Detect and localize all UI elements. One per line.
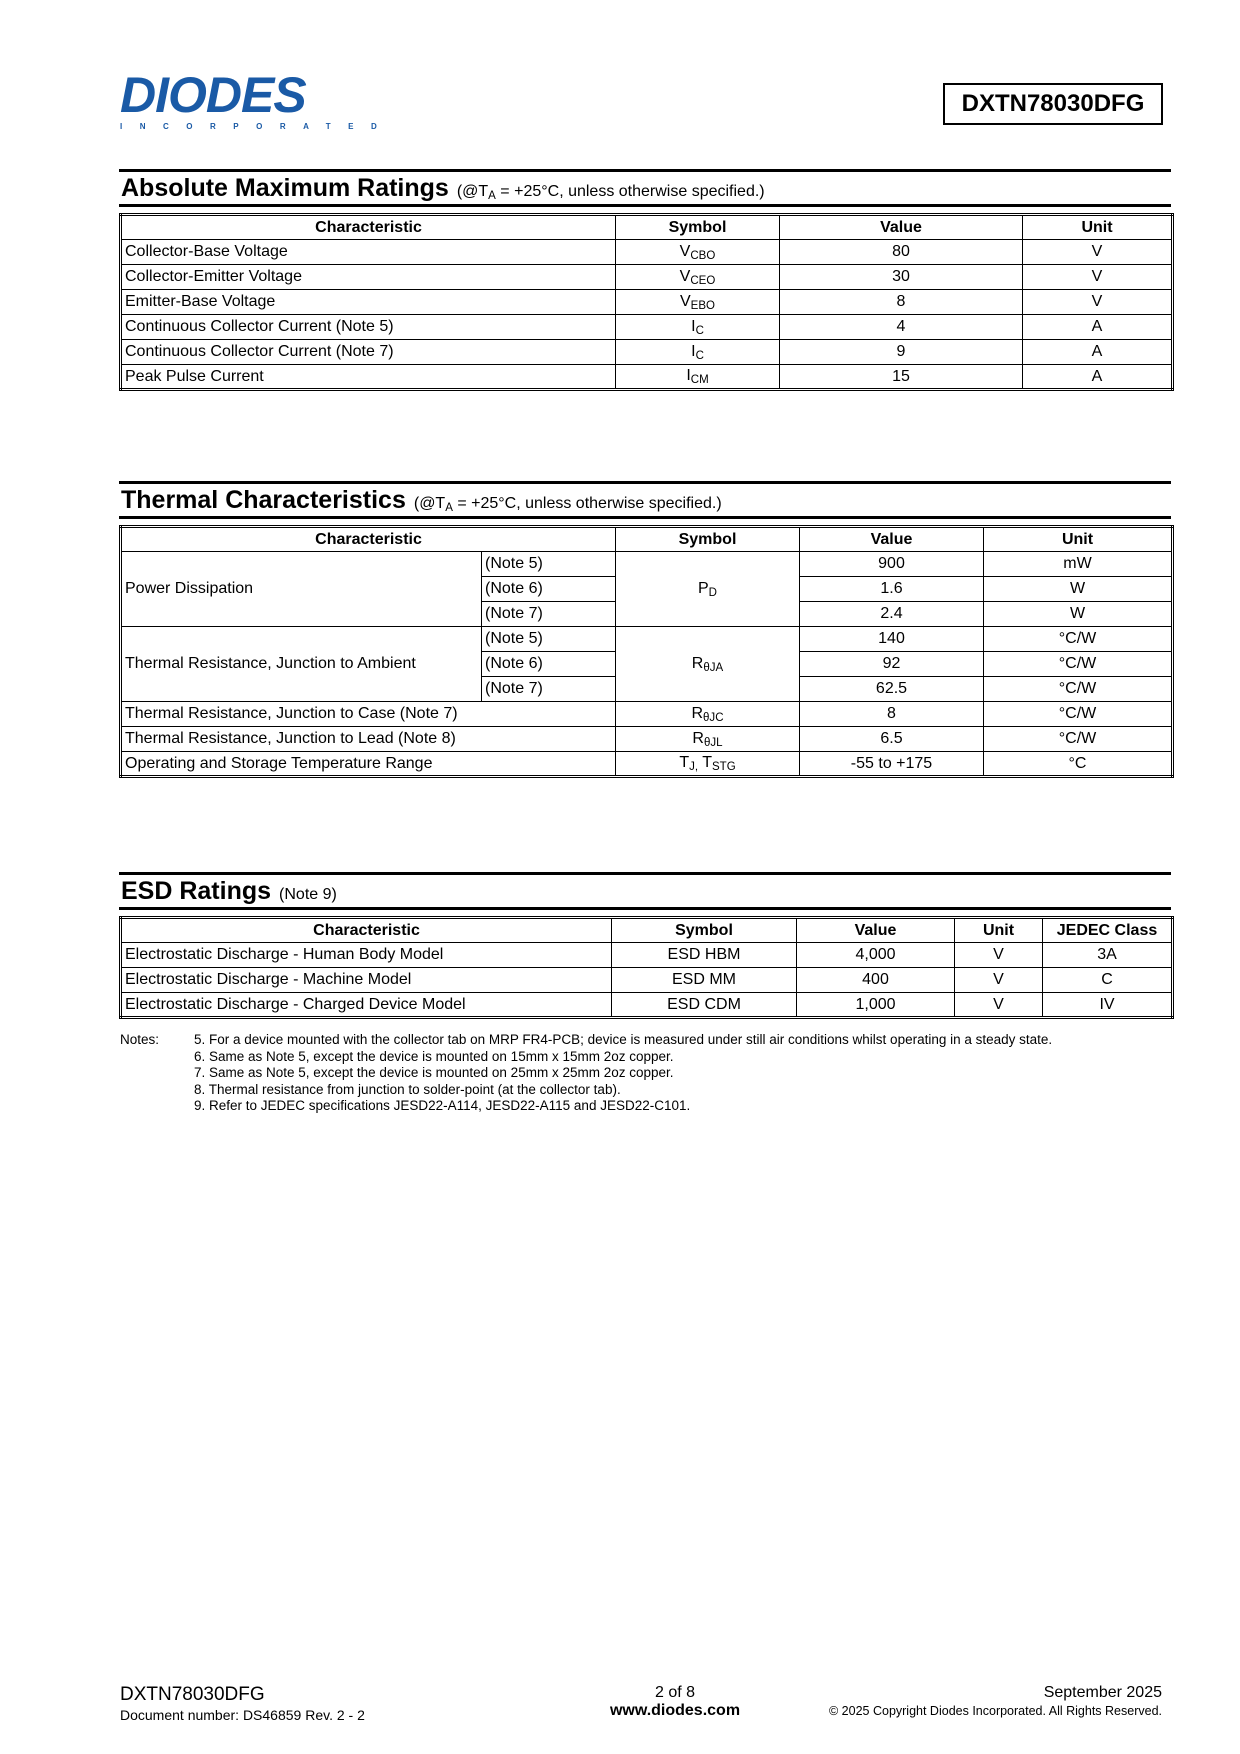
characteristic-cell: Electrostatic Discharge - Machine Model	[121, 968, 612, 993]
value-cell: 9	[780, 340, 1023, 365]
unit-cell: °C/W	[984, 627, 1173, 652]
part-number-box: DXTN78030DFG	[943, 83, 1163, 125]
col-header: Unit	[955, 918, 1043, 943]
characteristic-cell: Thermal Resistance, Junction to Case (Note 7)	[121, 702, 616, 727]
unit-cell: °C	[984, 752, 1173, 777]
footer-left	[120, 1684, 365, 1723]
page-number: 2 of 8	[654, 1684, 696, 1701]
table-row	[121, 993, 1173, 1018]
unit-cell: °C/W	[984, 677, 1173, 702]
note-cell: (Note 7)	[482, 677, 616, 702]
table-row	[121, 968, 1173, 993]
thermal-title: Thermal Characteristics	[121, 486, 406, 514]
col-header: Unit	[1023, 215, 1173, 240]
footer-copyright: © 2025 Copyright Diodes Incorporated. All Rights Reserved.	[829, 1704, 1162, 1718]
note-cell: (Note 6)	[482, 652, 616, 677]
thermal-table	[119, 525, 1174, 778]
characteristic-cell: Electrostatic Discharge - Human Body Model	[121, 943, 612, 968]
notes-label: Notes:	[120, 1032, 160, 1047]
value-cell: -55 to +175	[800, 752, 984, 777]
unit-cell: W	[984, 602, 1173, 627]
col-header: Symbol	[616, 527, 800, 552]
esd-table	[119, 916, 1174, 1019]
unit-cell: V	[1023, 290, 1173, 315]
value-cell: 30	[780, 265, 1023, 290]
symbol-cell: $I_C$	[616, 315, 780, 340]
table-row	[121, 943, 1173, 968]
characteristic-cell: Collector-Emitter Voltage	[121, 265, 616, 290]
table-row	[121, 627, 1173, 652]
characteristic-cell: Thermal Resistance, Junction to Lead (Note 8)	[121, 727, 616, 752]
value-cell: 15	[780, 365, 1023, 390]
symbol-cell: $R_{\theta JA}$	[616, 627, 800, 702]
col-header: Unit	[984, 527, 1173, 552]
value-cell: 140	[800, 627, 984, 652]
symbol-cell: ESD MM	[612, 968, 797, 993]
table-row	[121, 752, 1173, 777]
footer-date: September 2025	[1043, 1684, 1162, 1701]
value-cell: 4	[780, 315, 1023, 340]
note-item: 6. Same as Note 5, except the device is mounted on 15mm x 15mm 2oz copper.	[194, 1048, 674, 1064]
note-item: 5. For a device mounted with the collector tab on MRP FR4-PCB; device is measured under still air conditions whilst operating in a steady state.	[194, 1032, 1053, 1047]
col-header: Characteristic	[121, 527, 616, 552]
unit-cell: A	[1023, 365, 1173, 390]
symbol-cell: $V_{EBO}$	[616, 290, 780, 315]
col-header: Value	[780, 215, 1023, 240]
characteristic-cell: Power Dissipation	[121, 552, 482, 627]
characteristic-cell: Collector-Base Voltage	[121, 240, 616, 265]
col-header: Symbol	[616, 215, 780, 240]
unit-cell: °C/W	[984, 652, 1173, 677]
abs-max-heading	[119, 169, 1171, 207]
col-header: Characteristic	[121, 215, 616, 240]
value-cell: 92	[800, 652, 984, 677]
table-header-row	[121, 918, 1173, 943]
value-cell: 900	[800, 552, 984, 577]
value-cell: 2.4	[800, 602, 984, 627]
table-header-row	[121, 527, 1173, 552]
esd-heading	[119, 872, 1171, 910]
value-cell: 6.5	[800, 727, 984, 752]
value-cell: 8	[780, 290, 1023, 315]
unit-cell: V	[1023, 240, 1173, 265]
note-cell: (Note 5)	[482, 627, 616, 652]
characteristic-cell: Continuous Collector Current (Note 7)	[121, 340, 616, 365]
jedec-class-cell: 3A	[1043, 943, 1173, 968]
unit-cell: V	[955, 943, 1043, 968]
esd-condition: (Note 9)	[279, 886, 337, 903]
value-cell: 62.5	[800, 677, 984, 702]
unit-cell: V	[955, 993, 1043, 1018]
characteristic-cell: Emitter-Base Voltage	[121, 290, 616, 315]
unit-cell: °C/W	[984, 727, 1173, 752]
symbol-cell: $R_{\theta JC}$	[616, 702, 800, 727]
note-cell: (Note 6)	[482, 577, 616, 602]
col-header: Symbol	[612, 918, 797, 943]
footer-center	[560, 1684, 790, 1720]
unit-cell: °C/W	[984, 702, 1173, 727]
characteristic-cell: Electrostatic Discharge - Charged Device Model	[121, 993, 612, 1018]
value-cell: 4,000	[797, 943, 955, 968]
footer-part-number: DXTN78030DFG	[120, 1684, 265, 1705]
abs-max-table	[119, 213, 1174, 391]
thermal-heading	[119, 481, 1171, 519]
symbol-cell: $T_{J,}$ $T_{STG}$	[616, 752, 800, 777]
table-row	[121, 552, 1173, 577]
note-item: 9. Refer to JEDEC specifications JESD22-A114, JESD22-A115 and JESD22-C101.	[194, 1098, 691, 1114]
unit-cell: W	[984, 577, 1173, 602]
table-row	[121, 340, 1173, 365]
symbol-cell: $V_{CEO}$	[616, 265, 780, 290]
value-cell: 1,000	[797, 993, 955, 1018]
value-cell: 400	[797, 968, 955, 993]
col-header: Characteristic	[121, 918, 612, 943]
value-cell: 8	[800, 702, 984, 727]
characteristic-cell: Peak Pulse Current	[121, 365, 616, 390]
unit-cell: A	[1023, 340, 1173, 365]
logo-subtitle: INCORPORATED	[120, 122, 395, 131]
abs-max-title: Absolute Maximum Ratings	[121, 174, 449, 202]
symbol-cell: $P_D$	[616, 552, 800, 627]
unit-cell: V	[1023, 265, 1173, 290]
table-row	[121, 315, 1173, 340]
esd-title: ESD Ratings	[121, 877, 272, 905]
footer-document-number: Document number: DS46859 Rev. 2 - 2	[120, 1707, 365, 1723]
footer-right	[829, 1684, 1162, 1718]
website-link[interactable]: www.diodes.com	[609, 1702, 741, 1719]
table-row	[121, 702, 1173, 727]
note-cell: (Note 7)	[482, 602, 616, 627]
symbol-cell: ESD HBM	[612, 943, 797, 968]
table-row	[121, 265, 1173, 290]
value-cell: 1.6	[800, 577, 984, 602]
table-header-row	[121, 215, 1173, 240]
table-row	[121, 240, 1173, 265]
abs-max-condition: ($@T_A = +25^\circ C$, unless otherwise specified.)	[456, 183, 765, 202]
thermal-condition: ($@T_A = +25^\circ C$, unless otherwise specified.)	[413, 495, 722, 514]
logo-wordmark: DIODES	[120, 67, 306, 123]
characteristic-cell: Operating and Storage Temperature Range	[121, 752, 616, 777]
note-item: 7. Same as Note 5, except the device is mounted on 25mm x 25mm 2oz copper.	[194, 1065, 674, 1081]
characteristic-cell: Thermal Resistance, Junction to Ambient	[121, 627, 482, 702]
diodes-logo	[120, 67, 395, 131]
table-row	[121, 290, 1173, 315]
unit-cell: mW	[984, 552, 1173, 577]
table-row	[121, 727, 1173, 752]
symbol-cell: $I_C$	[616, 340, 780, 365]
jedec-class-cell: IV	[1043, 993, 1173, 1018]
table-row	[121, 365, 1173, 390]
note-item: 8. Thermal resistance from junction to solder-point (at the collector tab).	[194, 1081, 621, 1097]
symbol-cell: $I_{CM}$	[616, 365, 780, 390]
jedec-class-cell: C	[1043, 968, 1173, 993]
unit-cell: V	[955, 968, 1043, 993]
symbol-cell: $R_{\theta JL}$	[616, 727, 800, 752]
unit-cell: A	[1023, 315, 1173, 340]
col-header: Value	[800, 527, 984, 552]
notes-list	[194, 1032, 1052, 1115]
symbol-cell: ESD CDM	[612, 993, 797, 1018]
symbol-cell: $V_{CBO}$	[616, 240, 780, 265]
note-cell: (Note 5)	[482, 552, 616, 577]
characteristic-cell: Continuous Collector Current (Note 5)	[121, 315, 616, 340]
value-cell: 80	[780, 240, 1023, 265]
col-header: JEDEC Class	[1043, 918, 1173, 943]
col-header: Value	[797, 918, 955, 943]
